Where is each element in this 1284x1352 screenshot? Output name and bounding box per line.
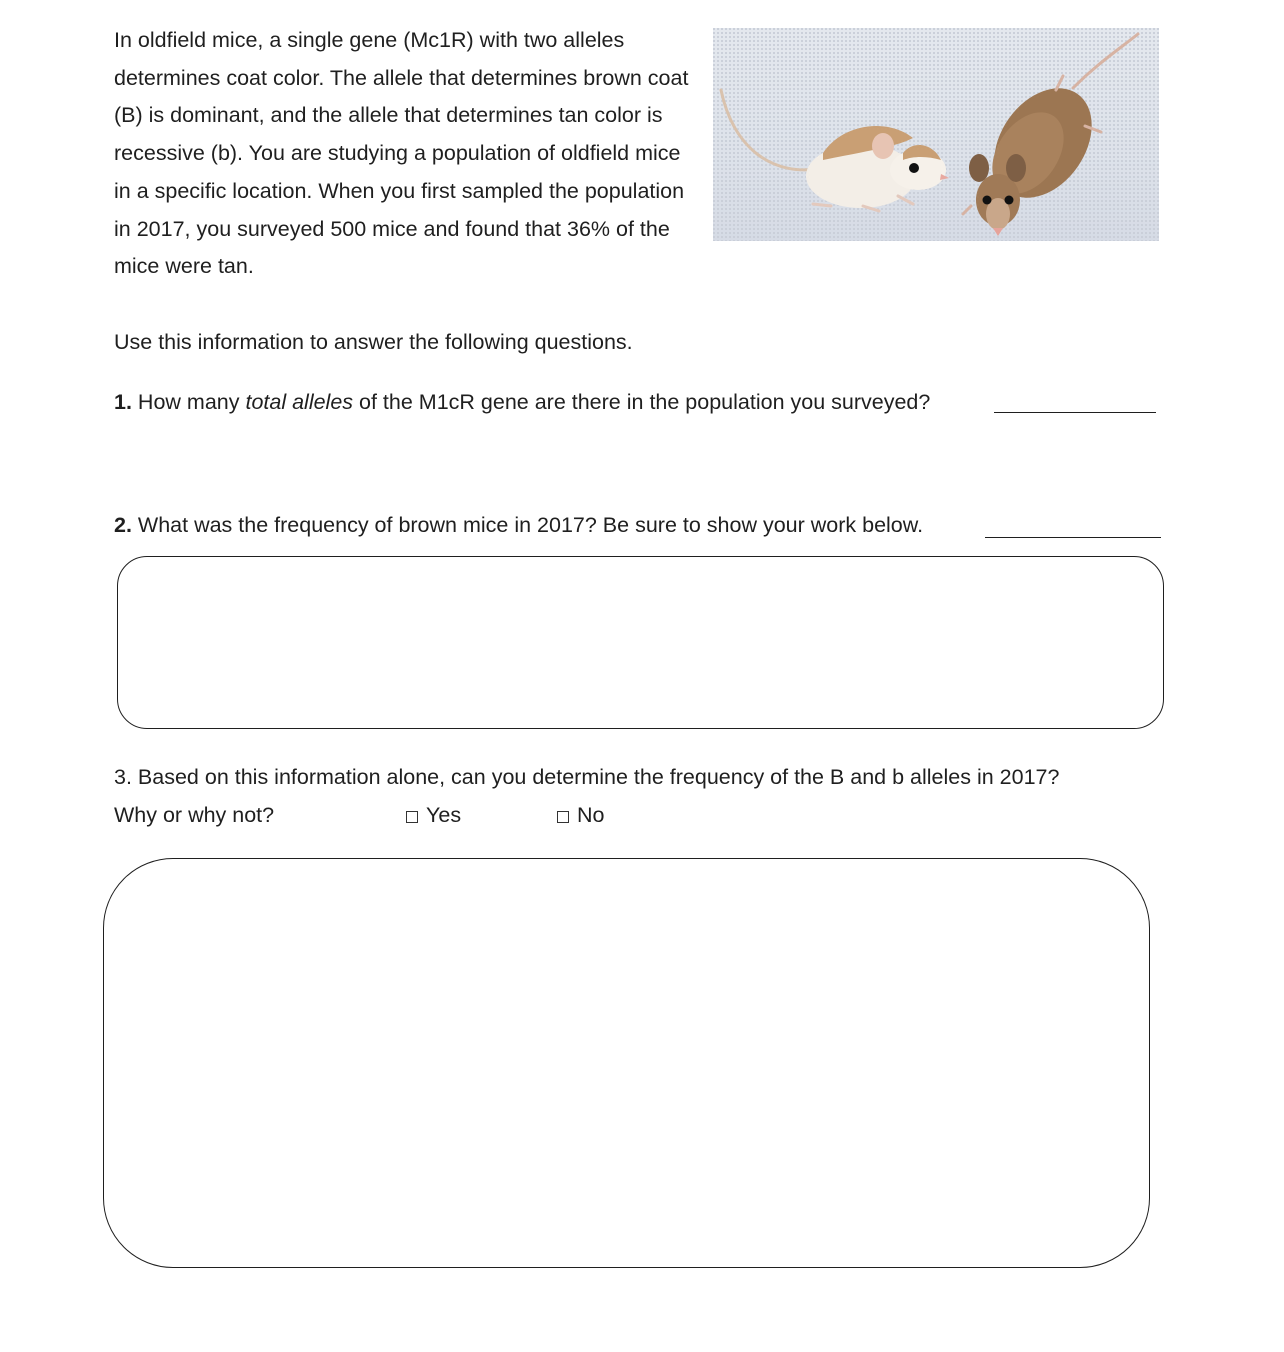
question-2 <box>114 513 923 538</box>
question-2-answer-line[interactable] <box>985 537 1161 538</box>
option-no[interactable] <box>557 803 604 828</box>
question-3-followup: Why or why not? <box>114 803 275 827</box>
question-1-text-after: of the M1cR gene are there in the population you surveyed? <box>353 390 931 414</box>
question-3-text: Based on this information alone, can you determine the frequency of the B and b alleles in 2017? <box>137 765 1060 789</box>
tan-mouse-image <box>721 90 949 211</box>
no-checkbox[interactable] <box>557 811 569 823</box>
question-2-text: What was the frequency of brown mice in 2017? Be sure to show your work below. <box>137 513 924 537</box>
option-yes[interactable] <box>406 803 461 828</box>
question-3-answer-box[interactable] <box>103 858 1150 1268</box>
brown-mouse-image <box>963 34 1138 236</box>
yes-checkbox[interactable] <box>406 811 418 823</box>
option-yes-label: Yes <box>426 803 462 827</box>
question-1 <box>114 390 930 415</box>
question-2-work-box[interactable] <box>117 556 1164 729</box>
question-1-text-before: How many <box>137 390 246 414</box>
question-1-answer-line[interactable] <box>994 412 1156 413</box>
question-1-emphasis: total alleles <box>245 390 354 414</box>
mice-photo <box>713 28 1159 241</box>
option-no-label: No <box>577 803 605 827</box>
question-3 <box>114 765 1059 790</box>
question-2-number: 2. <box>114 513 132 537</box>
instructions-text: Use this information to answer the following questions. <box>114 330 633 354</box>
question-1-number: 1. <box>114 390 132 414</box>
question-3-number: 3. <box>114 765 132 789</box>
intro-paragraph: In oldfield mice, a single gene (Mc1R) with two alleles determines coat color. The allele that determines brown coat (B) is dominant, and the allele that determines tan color is recessive (b). You are studying a population of oldfield mice in a specific location. When you first sampled the population in 2017, you surveyed 500 mice and found that 36% of the mice were tan. <box>114 28 689 279</box>
